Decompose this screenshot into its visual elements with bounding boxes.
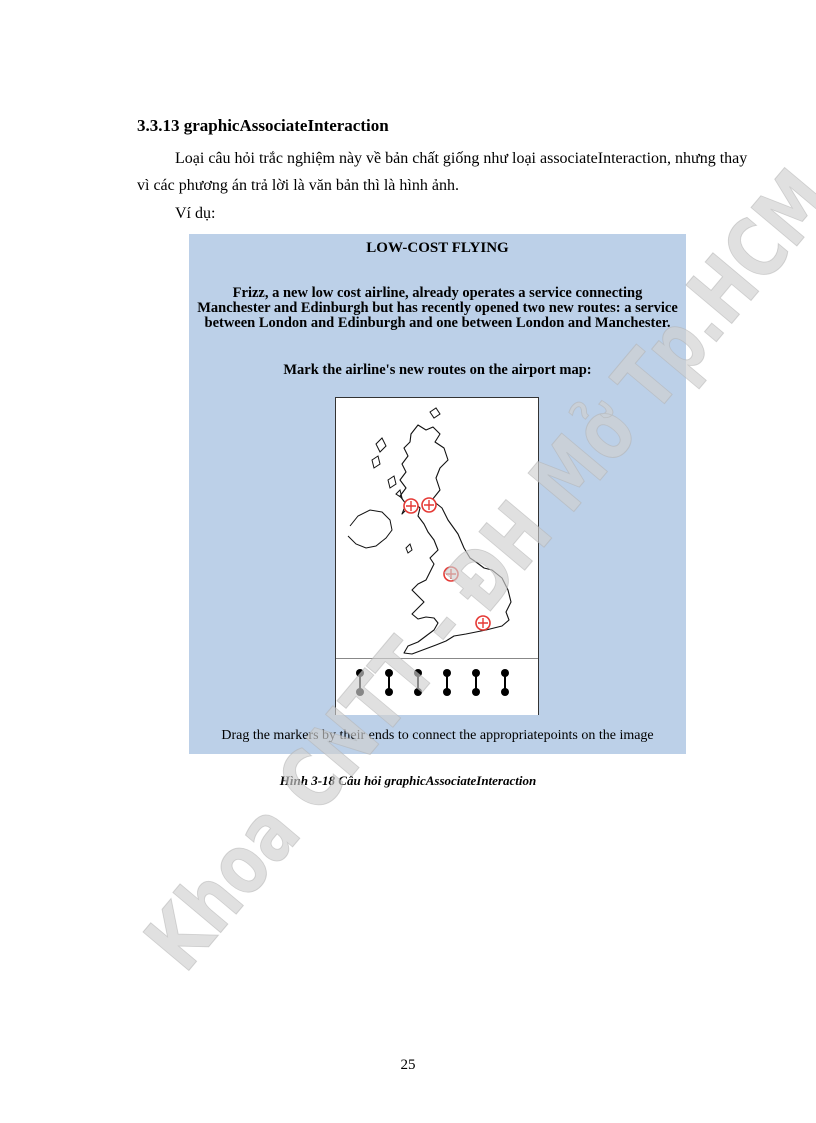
orkney-islands <box>430 408 440 418</box>
uk-map-image <box>336 398 538 658</box>
route-marker-2[interactable] <box>385 669 393 696</box>
airport-marker-manchester[interactable] <box>444 567 458 581</box>
marker-tray <box>336 658 538 715</box>
route-marker-6[interactable] <box>501 669 509 696</box>
figure-description: Frizz, a new low cost airline, already operates a service connecting Manchester and Edinburgh but has recently opened two new routes: a service between London and Edinburgh and one between London and Manchester. <box>197 285 678 331</box>
great-britain-outline <box>400 425 511 654</box>
route-marker-5[interactable] <box>472 669 480 696</box>
section-heading: 3.3.13 graphicAssociateInteraction <box>137 116 389 135</box>
northern-ireland-coast <box>348 510 392 548</box>
airport-map[interactable] <box>335 397 539 715</box>
figure-caption: Hình 3-18 Câu hỏi graphicAssociateInteraction <box>279 773 537 788</box>
airport-marker-glasgow[interactable] <box>404 499 418 513</box>
airport-marker-edinburgh[interactable] <box>422 498 436 512</box>
route-markers <box>336 659 538 715</box>
figure-title: LOW-COST FLYING <box>366 240 509 256</box>
hebrides-islands <box>372 438 402 498</box>
route-marker-3[interactable] <box>414 669 422 696</box>
figure-footer: Drag the markers by their ends to connect the appropriatepoints on the image <box>221 728 654 743</box>
body-paragraph: Loại câu hỏi trắc nghiệm này về bản chất giống như loại associateInteraction, nhưng thay vì các phương án trả lời là văn bản thì là hình ảnh. <box>137 150 748 194</box>
example-label: Ví dụ: <box>175 205 216 222</box>
figure-instruction: Mark the airline's new routes on the airport map: <box>283 362 592 378</box>
figure-low-cost-flying <box>189 234 686 754</box>
airport-marker-london[interactable] <box>476 616 490 630</box>
isle-of-man <box>406 544 412 553</box>
route-marker-4[interactable] <box>443 669 451 696</box>
page-number: 25 <box>400 1057 416 1073</box>
route-marker-1[interactable] <box>356 669 364 696</box>
